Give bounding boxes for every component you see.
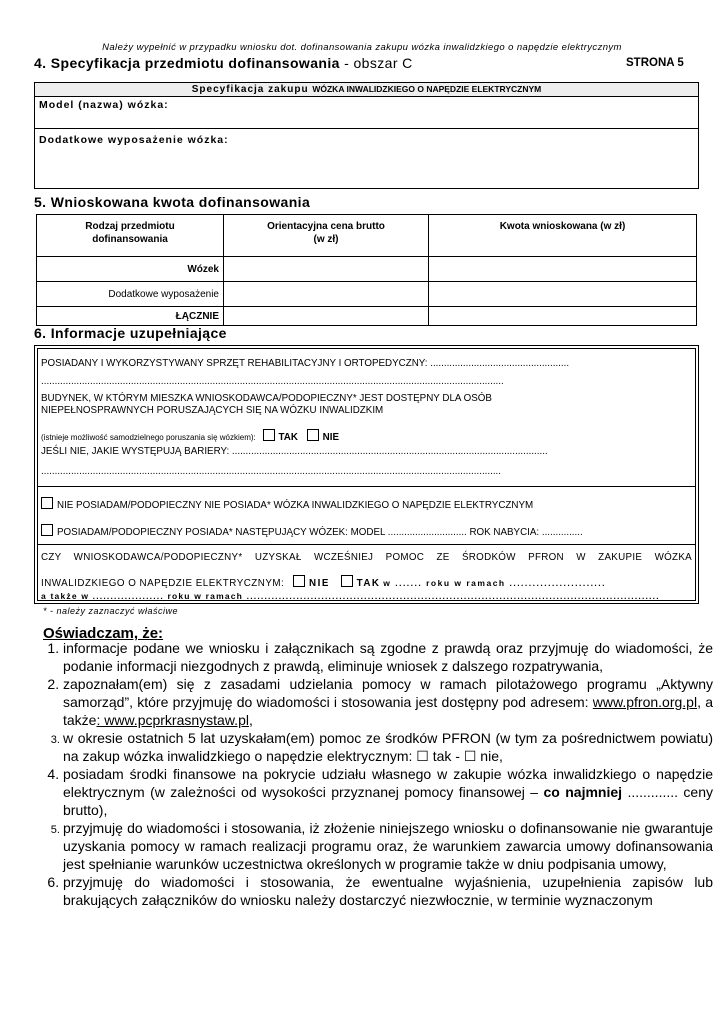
- purchase-specification-box: [34, 82, 699, 189]
- prior-pfron-aid-answer: INWALIDZKIEGO O NAPĘDZIE ELEKTRYCZNYM: NIE TAK w ....... roku w ramach .........................: [41, 575, 606, 589]
- supplementary-info-box: [34, 345, 699, 604]
- row-label-wheelchair: Wózek: [37, 257, 224, 282]
- prior-aid-yes-checkbox[interactable]: [341, 575, 353, 587]
- wheelchair-model-field[interactable]: Model (nazwa) wózka:: [39, 99, 169, 111]
- declaration-item-6: 6. przyjmuję do wiadomości i stosowania, że ewentualne wyjaśnienia, uzupełnienia zapisów lub brakujących załączników do wniosku należy dostarczyć niezwłocznie, w terminie wyznaczonym: [63, 873, 713, 909]
- prior-aid-no-checkbox[interactable]: [293, 575, 305, 587]
- owned-equipment-field[interactable]: POSIADANY I WYKORZYSTYWANY SPRZĘT REHABILITACYJNY I ORTOPEDYCZNY: ...................................................: [41, 358, 570, 369]
- row-label-total: ŁĄCZNIE: [37, 307, 224, 326]
- price-input-equipment[interactable]: [224, 282, 429, 307]
- accessibility-no-checkbox[interactable]: [307, 429, 319, 441]
- barriers-field[interactable]: JEŚLI NIE, JAKIE WYSTĘPUJĄ BARIERY: ....................................................................................................................: [41, 446, 548, 457]
- prior-aid-yes-label: TAK: [356, 578, 381, 589]
- declaration-title: Oświadczam, że:: [43, 625, 164, 642]
- footnote: * - należy zaznaczyć właściwe: [43, 606, 179, 616]
- option-no-wheelchair: NIE POSIADAM/PODOPIECZNY NIE POSIADA* WÓZKA INWALIDZKIEGO O NAPĘDZIE ELEKTRYCZNYM: [41, 497, 533, 511]
- section-5-title: 5. Wnioskowana kwota dofinansowania: [34, 194, 311, 210]
- funding-amount-table: [36, 214, 697, 326]
- amount-input-total[interactable]: [429, 307, 697, 326]
- accessibility-yes-label: TAK: [278, 432, 298, 443]
- option-no-wheelchair-checkbox[interactable]: [41, 497, 53, 509]
- divider: [35, 128, 698, 129]
- supplementary-info-inner: [37, 348, 696, 601]
- price-input-wheelchair[interactable]: [224, 257, 429, 282]
- declaration-item-1: 1. informacje podane we wniosku i załącznikach są zgodne z prawdą oraz przyjmuję do wiadomości, że podanie informacji niezgodnych z prawdą, eliminuje wniosek z dalszego rozpatrywania,: [63, 639, 713, 675]
- section-6-title: 6. Informacje uzupełniające: [34, 325, 227, 341]
- prior-aid-no-label: NIE: [309, 578, 330, 589]
- specification-header: Specyfikacja zakupu WÓZKA INWALIDZKIEGO O NAPĘDZIE ELEKTRYCZNYM: [35, 83, 698, 97]
- amount-input-wheelchair[interactable]: [429, 257, 697, 282]
- barriers-continuation[interactable]: .........................................................................................................................................................................: [41, 466, 501, 477]
- amount-input-equipment[interactable]: [429, 282, 697, 307]
- fill-instruction-note: Należy wypełnić w przypadku wniosku dot. dofinansowania zakupu wózka inwalidzkiego o napędzie elektrycznym: [102, 42, 622, 53]
- declaration-item-3: 3. w okresie ostatnich 5 lat uzyskałam(em) pomoc ze środków PFRON (w tym za pośrednictwem powiatu) na zakup wózka inwalidzkiego o napędzie elektrycznym: ☐ tak - ☐ nie,: [63, 729, 713, 765]
- price-input-total[interactable]: [224, 307, 429, 326]
- accessibility-no-label: NIE: [322, 432, 339, 443]
- divider: [38, 544, 695, 545]
- section-4-title: 4. Specyfikacja przedmiotu dofinansowania - obszar C: [34, 55, 413, 71]
- accessibility-answer-row: [41, 429, 339, 443]
- col-header-requested-amount: Kwota wnioskowana (w zł): [429, 215, 697, 257]
- additional-equipment-field[interactable]: Dodatkowe wyposażenie wózka:: [39, 134, 229, 146]
- declaration-item-2: 2. zapoznałam(em) się z zasadami udzielania pomocy w ramach pilotażowego programu „Aktywny samorząd”, które przyjmuję do wiadomości i stosowania jest dostępny pod adresem: www.pfron.org.pl, a także: www.pcprkrasnystaw.pl,: [63, 675, 713, 729]
- declaration-item-5: 5. przyjmuję do wiadomości i stosowania, iż złożenie niniejszego wniosku o dofinansowanie nie gwarantuje uzyskania pomocy w ramach realizacji programu oraz, że warunkiem zawarcia umowy dofinansowania jest spełnianie warunków uczestnictwa określonych w programie także w dniu podpisania umowy,: [63, 819, 713, 873]
- building-accessibility-question: BUDYNEK, W KTÓRYM MIESZKA WNIOSKODAWCA/PODOPIECZNY* JEST DOSTĘPNY DLA OSÓB: [41, 393, 492, 404]
- declaration-list: [41, 639, 713, 909]
- prior-aid-additional[interactable]: a także w .................... roku w ramach ....................................................................................................................: [41, 591, 660, 601]
- option-owns-wheelchair: POSIADAM/PODOPIECZNY POSIADA* NASTĘPUJĄCY WÓZEK: MODEL ............................. ROK NABYCIA: ...............: [41, 524, 583, 538]
- self-mobility-note: (istnieje możliwość samodzielnego poruszania się wózkiem):: [41, 433, 256, 442]
- col-header-gross-price: Orientacyjna cena brutto (w zł): [224, 215, 429, 257]
- divider: [38, 486, 695, 487]
- accessibility-yes-checkbox[interactable]: [263, 429, 275, 441]
- pcpr-link[interactable]: : www.pcprkrasnystaw.pl: [96, 712, 249, 728]
- building-accessibility-question-cont: NIEPEŁNOSPRAWNYCH PORUSZAJĄCYCH SIĘ NA WÓZKU INWALIDZKIM: [41, 405, 384, 416]
- row-label-additional-equipment: Dodatkowe wyposażenie: [37, 282, 224, 307]
- option-owns-wheelchair-checkbox[interactable]: [41, 524, 53, 536]
- prior-aid-details[interactable]: w ....... roku w ramach .........................: [383, 578, 607, 588]
- declaration-item-4: 4. posiadam środki finansowe na pokrycie udziału własnego w zakupie wózka inwalidzkiego o napędzie elektrycznym (w zależności od wysokości przyznanej pomocy finansowej – co najmniej ............. ceny brutto),: [63, 765, 713, 819]
- col-header-item-type: Rodzaj przedmiotu dofinansowania: [37, 215, 224, 257]
- prior-pfron-aid-question: CZY WNIOSKODAWCA/PODOPIECZNY* UZYSKAŁ WCZEŚNIEJ POMOC ZE ŚRODKÓW PFRON W ZAKUPIE WÓZKA: [41, 552, 692, 563]
- page-label: STRONA 5: [626, 57, 684, 69]
- section-4-subtitle: - obszar C: [344, 55, 413, 71]
- pfron-link[interactable]: www.pfron.org.pl: [592, 694, 698, 710]
- owned-equipment-continuation[interactable]: ..........................................................................................................................................................................: [41, 376, 504, 387]
